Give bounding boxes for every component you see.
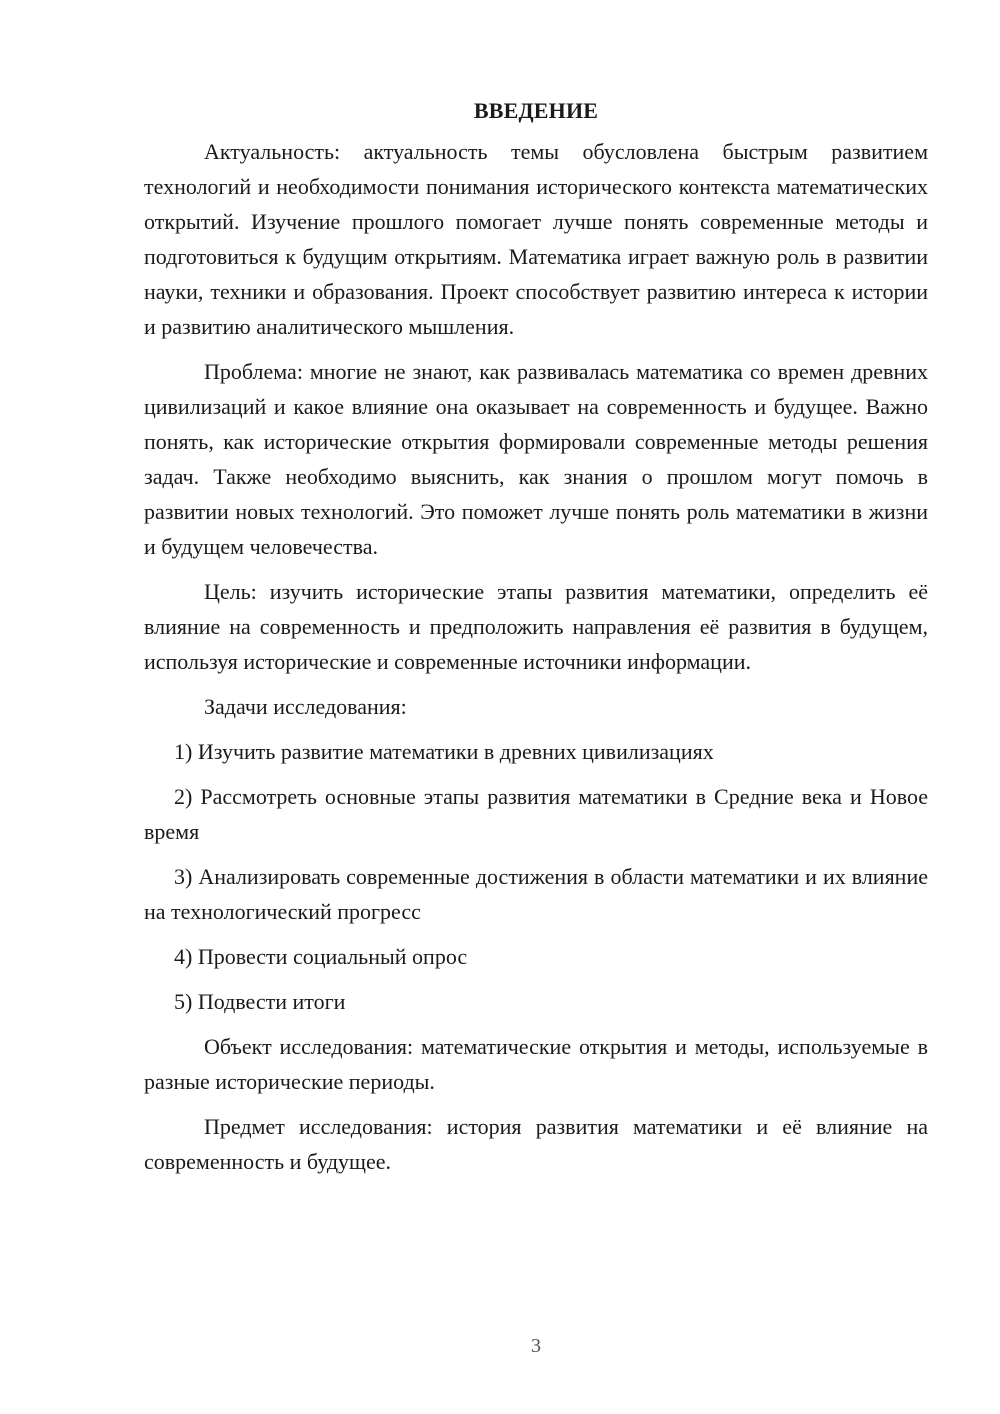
paragraph-goal: Цель: изучить исторические этапы развития математики, определить её влияние на современность и предположить направления её развития в будущем, используя исторические и современные источники информации. bbox=[144, 579, 928, 674]
page-number: 3 bbox=[531, 1335, 541, 1357]
page-content bbox=[144, 96, 928, 1189]
paragraph-relevance: Актуальность: актуальность темы обусловлена быстрым развитием технологий и необходимости понимания исторического контекста математических открытий. Изучение прошлого помогает лучше понять современные методы и подготовиться к будущим открытиям. Математика играет важную роль в развитии науки, техники и образования. Проект способствует развитию интереса к истории и развитию аналитического мышления. bbox=[144, 139, 928, 339]
task-item-3: 3) Анализировать современные достижения в области математики и их влияние на технологический прогресс bbox=[144, 864, 928, 924]
task-item-5: 5) Подвести итоги bbox=[174, 989, 346, 1014]
section-title: ВВЕДЕНИЕ bbox=[473, 98, 599, 123]
task-item-4: 4) Провести социальный опрос bbox=[174, 944, 468, 969]
paragraph-subject: Предмет исследования: история развития математики и её влияние на современность и будущее. bbox=[144, 1114, 928, 1174]
tasks-heading: Задачи исследования: bbox=[204, 694, 407, 719]
task-item-2: 2) Рассмотреть основные этапы развития математики в Средние века и Новое время bbox=[144, 784, 928, 844]
paragraph-problem: Проблема: многие не знают, как развивалась математика со времен древних цивилизаций и какое влияние она оказывает на современность и будущее. Важно понять, как исторические открытия формировали современные методы решения задач. Также необходимо выяснить, как знания о прошлом могут помочь в развитии новых технологий. Это поможет лучше понять роль математики в жизни и будущем человечества. bbox=[144, 359, 928, 559]
task-item-1: 1) Изучить развитие математики в древних цивилизациях bbox=[174, 739, 714, 764]
paragraph-object: Объект исследования: математические открытия и методы, используемые в разные исторические периоды. bbox=[144, 1034, 928, 1094]
